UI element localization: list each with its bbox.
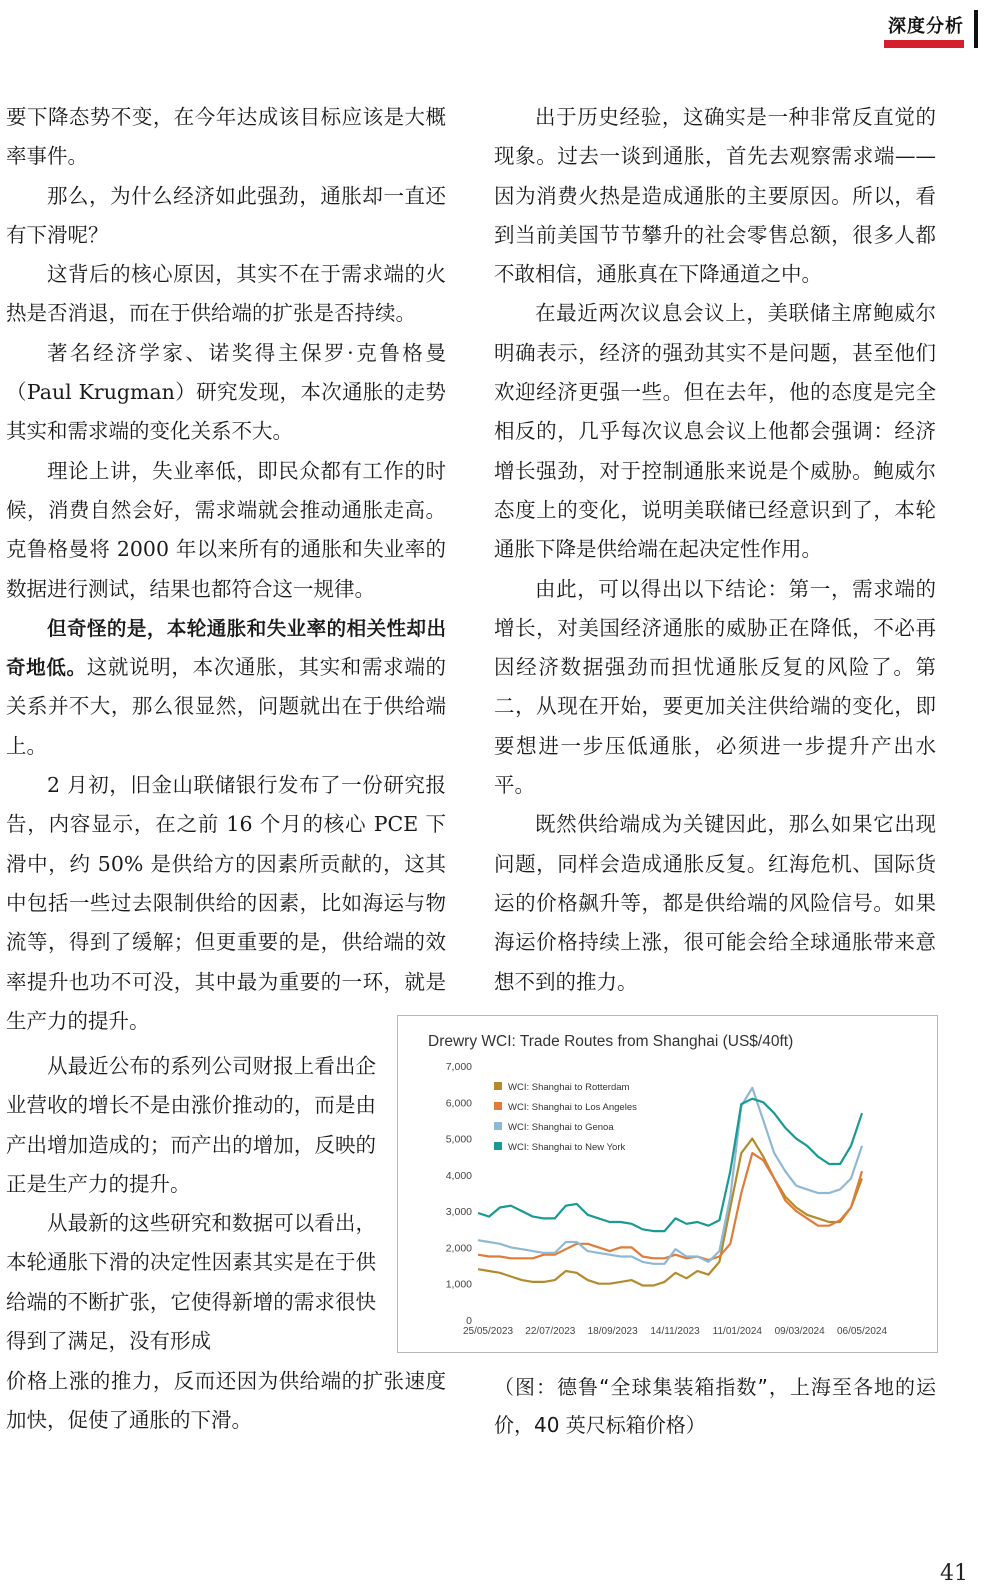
y-tick-label: 1,000 bbox=[445, 1278, 472, 1291]
paragraph: 从最近公布的系列公司财报上看出企业营收的增长不是由涨价推动的，而是由产出增加造成的；而产出的增加，反映的正是生产力的提升。 bbox=[6, 1054, 376, 1196]
paragraph: 价格上涨的推力，反而还因为供给端的扩张速度加快，促使了通胀的下滑。 bbox=[6, 1369, 446, 1433]
legend-swatch bbox=[494, 1142, 502, 1150]
y-tick-label: 2,000 bbox=[445, 1242, 472, 1255]
page-number: 41 bbox=[940, 1561, 968, 1586]
series-line bbox=[478, 1139, 862, 1286]
left-column bbox=[6, 98, 446, 1041]
section-divider bbox=[974, 10, 978, 48]
paragraph: 出于历史经验，这确实是一种非常反直觉的现象。过去一谈到通胀，首先去观察需求端——因为消费火热是造成通胀的主要原因。所以，看到当前美国节节攀升的社会零售总额，很多人都不敢相信，通胀真在下降通道之中。 bbox=[494, 105, 936, 287]
series-line bbox=[478, 1099, 862, 1231]
series-line bbox=[478, 1088, 862, 1264]
x-tick-label: 11/01/2024 bbox=[712, 1326, 762, 1337]
paragraph: 这背后的核心原因，其实不在于需求端的火热是否消退，而在于供给端的扩张是否持续。 bbox=[6, 262, 446, 326]
y-tick-label: 7,000 bbox=[445, 1061, 472, 1073]
legend-swatch bbox=[494, 1102, 502, 1110]
section-header bbox=[858, 8, 978, 48]
legend-label: WCI: Shanghai to New York bbox=[508, 1142, 626, 1153]
chart-title: Drewry WCI: Trade Routes from Shanghai (US$/40ft) bbox=[428, 1033, 794, 1050]
x-tick-label: 25/05/2023 bbox=[462, 1326, 514, 1337]
paragraph: 在最近两次议息会议上，美联储主席鲍威尔明确表示，经济的强劲其实不是问题，甚至他们欢迎经济更强一些。但在去年，他的态度是完全相反的，几乎每次议息会议上他都会强调：经济增长强劲，对于控制通胀来说是个威胁。鲍威尔态度上的变化，说明美联储已经意识到了，本轮通胀下降是供给端在起决定性作用。 bbox=[494, 301, 936, 562]
x-tick-label: 22/07/2023 bbox=[525, 1326, 576, 1337]
paragraph bbox=[6, 609, 446, 766]
paragraph: 由此，可以得出以下结论：第一，需求端的增长，对美国经济通胀的威胁正在降低，不必再因经济数据强劲而担忧通胀反复的风险了。第二，从现在开始，要更加关注供给端的变化，即要想进一步压低通胀，必须进一步提升产出水平。 bbox=[494, 576, 936, 798]
paragraph: 既然供给端成为关键因此，那么如果它出现问题，同样会造成通胀反复。红海危机、国际货运的价格飙升等，都是供给端的风险信号。如果海运价格持续上涨，很可能会给全球通胀带来意想不到的推力。 bbox=[494, 812, 936, 994]
x-tick-label: 18/09/2023 bbox=[587, 1326, 638, 1337]
y-tick-label: 6,000 bbox=[445, 1097, 472, 1110]
paragraph: 理论上讲，失业率低，即民众都有工作的时候，消费自然会好，需求端就会推动通胀走高。克鲁格曼将 2000 年以来所有的通胀和失业率的数据进行测试，结果也都符合这一规律。 bbox=[6, 458, 446, 601]
y-tick-label: 3,000 bbox=[445, 1206, 472, 1219]
legend-label: WCI: Shanghai to Rotterdam bbox=[508, 1082, 630, 1093]
paragraph: 那么，为什么经济如此强劲，通胀却一直还有下滑呢？ bbox=[6, 183, 446, 247]
legend-swatch bbox=[494, 1122, 502, 1130]
right-column bbox=[494, 98, 936, 1002]
paragraph: 著名经济学家、诺奖得主保罗·克鲁格曼（Paul Krugman）研究发现，本次通胀的走势其实和需求端的变化关系不大。 bbox=[6, 340, 446, 444]
section-accent-bar bbox=[884, 40, 964, 48]
chart-caption: （图：德鲁“全球集装箱指数”，上海至各地的运价，40 英尺标箱价格） bbox=[494, 1375, 936, 1437]
paragraph: 2 月初，旧金山联储银行发布了一份研究报告，内容显示，在之前 16 个月的核心 PCE 下滑中，约 50% 是供给方的因素所贡献的，这其中包括一些过去限制供给的因素，比如海运与物流等，得到了缓解；但更重要的是，供给端的效率提升也功不可没，其中最为重要的一环，就是生产力的提升。 bbox=[6, 773, 446, 1033]
paragraph: 从最新的这些研究和数据可以看出，本轮通胀下滑的决定性因素其实是在于供给端的不断扩张，它使得新增的需求很快得到了满足，没有形成 bbox=[6, 1211, 376, 1354]
left-column-wrapped bbox=[6, 1047, 376, 1361]
x-tick-label: 09/03/2024 bbox=[774, 1326, 825, 1337]
freight-chart bbox=[397, 1015, 938, 1353]
legend-label: WCI: Shanghai to Los Angeles bbox=[508, 1102, 637, 1113]
chart-svg bbox=[398, 1016, 937, 1352]
y-tick-label: 5,000 bbox=[445, 1133, 472, 1146]
bold-lead: 但奇怪的是，本轮通胀和失业率的相关性却出奇地低。 bbox=[6, 616, 446, 680]
y-tick-label: 0 bbox=[466, 1315, 472, 1327]
paragraph: 要下降态势不变，在今年达成该目标应该是大概率事件。 bbox=[6, 105, 446, 169]
x-tick-label: 14/11/2023 bbox=[650, 1326, 700, 1337]
legend-label: WCI: Shanghai to Genoa bbox=[508, 1122, 614, 1133]
left-column-tail bbox=[6, 1362, 446, 1441]
paragraph-body: 这就说明，本次通胀，其实和需求端的关系并不大，那么很显然，问题就出在于供给端上。 bbox=[6, 655, 446, 758]
y-tick-label: 4,000 bbox=[445, 1169, 472, 1182]
section-title: 深度分析 bbox=[888, 16, 964, 37]
legend-swatch bbox=[494, 1082, 502, 1090]
series-line bbox=[478, 1153, 862, 1260]
x-tick-label: 06/05/2024 bbox=[836, 1326, 888, 1337]
